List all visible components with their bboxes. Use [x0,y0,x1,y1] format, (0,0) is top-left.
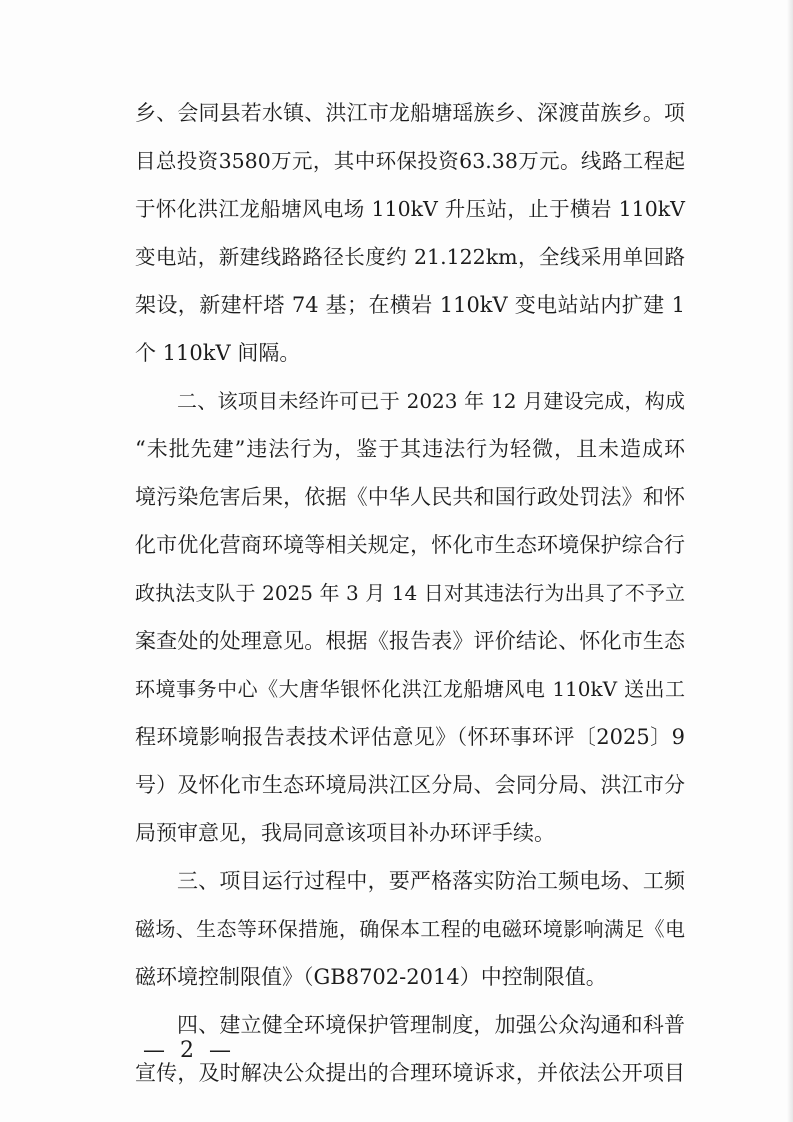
text-line: 宣传，及时解决公众提出的合理环境诉求，并依法公开项目 [135,1061,685,1085]
text-line: 变电站，新建线路路径长度约 21.122km，全线采用单回路 [135,245,685,269]
page-edge [787,0,793,1122]
text-line: 程环境影响报告表技术评估意见》（怀环事环评〔2025〕9 [135,725,685,749]
text-line: 境污染危害后果，依据《中华人民共和国行政处罚法》和怀 [135,485,685,509]
text-line: 政执法支队于 2025 年 3 月 14 日对其违法行为出具了不予立 [135,581,685,605]
text-line: 案查处的处理意见。根据《报告表》评价结论、怀化市生态 [135,629,685,653]
page-number: — 2 — [143,1038,235,1063]
text-line: 磁环境控制限值》（GB8702-2014）中控制限值。 [135,965,607,989]
text-line: 二、该项目未经许可已于 2023 年 12 月建设完成，构成 [177,389,685,413]
text-line: 架设，新建杆塔 74 基；在横岩 110kV 变电站站内扩建 1 [135,293,685,317]
text-line: 号）及怀化市生态环境局洪江区分局、会同分局、洪江市分 [135,773,685,797]
text-line: 四、建立健全环境保护管理制度，加强公众沟通和科普 [177,1013,685,1037]
text-line: 个 110kV 间隔。 [135,341,301,365]
text-line: 环境事务中心《大唐华银怀化洪江龙船塘风电 110kV 送出工 [135,677,685,701]
text-line: 目总投资3580万元，其中环保投资63.38万元。线路工程起 [135,149,685,173]
text-line: 于怀化洪江龙船塘风电场 110kV 升压站，止于横岩 110kV [135,197,685,221]
text-line: 磁场、生态等环保措施，确保本工程的电磁环境影响满足《电 [135,917,685,941]
text-line: “未批先建”违法行为，鉴于其违法行为轻微，且未造成环 [135,437,685,461]
text-line: 乡、会同县若水镇、洪江市龙船塘瑶族乡、深渡苗族乡。项 [135,101,685,125]
text-line: 化市优化营商环境等相关规定，怀化市生态环境保护综合行 [135,533,685,557]
text-line: 局预审意见，我局同意该项目补办环评手续。 [135,821,555,845]
text-line: 三、项目运行过程中，要严格落实防治工频电场、工频 [177,869,685,893]
